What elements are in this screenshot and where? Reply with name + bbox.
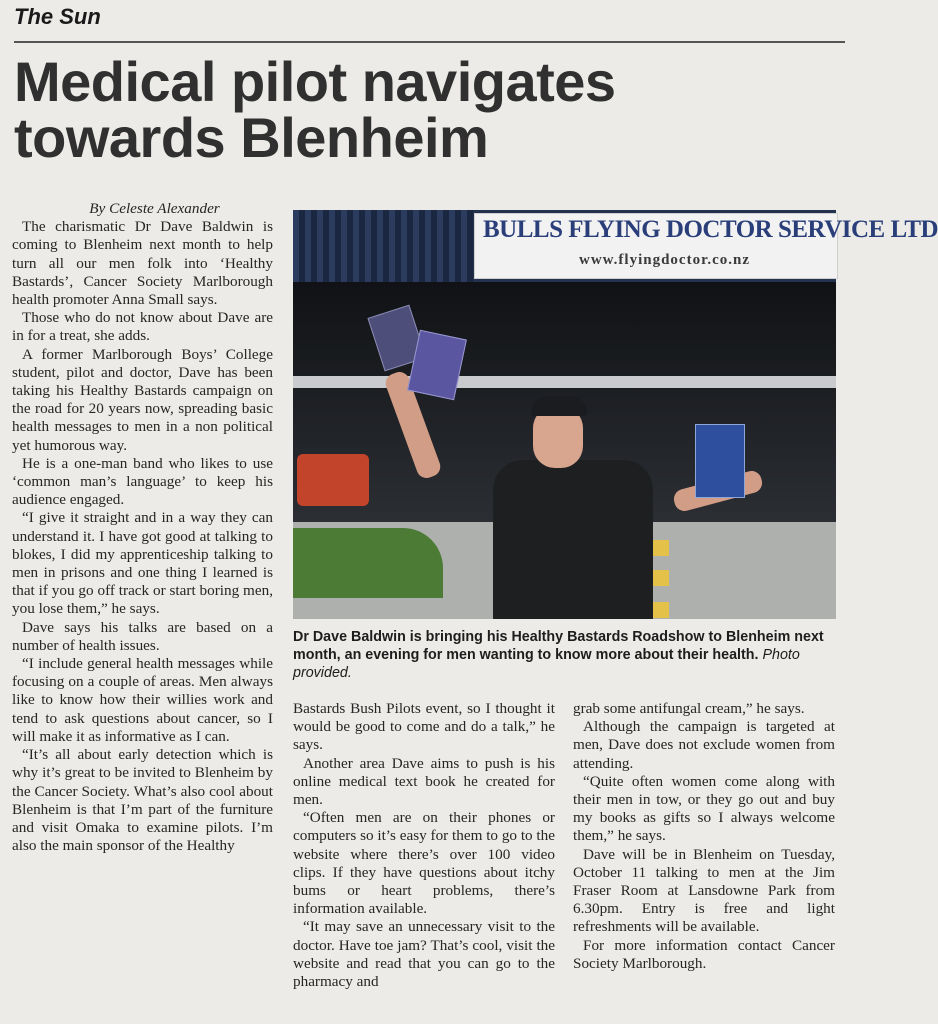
photo-caption bbox=[293, 628, 836, 682]
paragraph: He is a one-man band who likes to use ‘common man’s language’ to keep his audience engaged. bbox=[12, 454, 273, 509]
caption-text: Dr Dave Baldwin is bringing his Healthy Bastards Roadshow to Blenheim next month, an evening for men wanting to know more about their health. bbox=[293, 629, 824, 663]
headline-line-2: towards Blenheim bbox=[14, 106, 489, 169]
paragraph: A former Marlborough Boys’ College student, pilot and doctor, Dave has been taking his Healthy Bastards campaign on the road for 20 years now, spreading basic health messages to men in a non political yet humorous way. bbox=[12, 345, 273, 454]
headline-line-1: Medical pilot navigates bbox=[14, 50, 616, 113]
article-column-1 bbox=[12, 200, 273, 855]
red-mower bbox=[297, 454, 369, 506]
caption-credit: Photo provided. bbox=[293, 647, 800, 681]
sign-url: www.flyingdoctor.co.nz bbox=[579, 252, 751, 268]
paragraph: For more information contact Cancer Society Marlborough. bbox=[573, 936, 835, 972]
paragraph: “It may save an unnecessary visit to the doctor. Have toe jam? That’s cool, visit the website and read that you can go to the pharmacy and bbox=[293, 918, 555, 991]
hangar-stripes bbox=[293, 210, 473, 282]
healthy-bastards-book bbox=[695, 424, 745, 498]
paragraph: “Quite often women come along with their men in tow, or they go out and buy my books as gifts so I always welcome them,” he says. bbox=[573, 772, 835, 845]
masthead-rule bbox=[14, 41, 845, 43]
paragraph: “I include general health messages while focusing on a couple of areas. Men always like to know how their willies work and tend to ask questions about cancer, so I will make it as informative as I can. bbox=[12, 655, 273, 745]
paragraph: Dave will be in Blenheim on Tuesday, October 11 talking to men at the Jim Fraser Room at Lansdowne Park from 6.30pm. Entry is free and light refreshments will be available. bbox=[573, 845, 835, 936]
paragraph: Bastards Bush Pilots event, so I thought it would be good to come and do a talk,” he says. bbox=[293, 700, 555, 754]
paragraph: “It’s all about early detection which is why it’s great to be invited to Blenheim by the Cancer Society. What’s also cool about Blenheim is that I’m part of the furniture and visit Omaka to examine pilots. I’m also the main sponsor of the Healthy bbox=[12, 746, 273, 855]
paragraph: “I give it straight and in a way they can understand it. I have got good at talking to blokes, I did my apprenticeship talking to men in prisons and one thing I learned is that if you go off track or start boring men, you lose them,” he says. bbox=[12, 509, 273, 618]
grass-patch bbox=[293, 528, 443, 598]
paragraph: “Often men are on their phones or computers so it’s easy for them to go to the website where there’s over 100 video clips. If they have questions about itchy bums or heart problems, there’s information available. bbox=[293, 809, 555, 918]
article-column-3 bbox=[573, 700, 835, 973]
article-column-2 bbox=[293, 700, 555, 991]
man-torso bbox=[493, 460, 653, 619]
byline: By Celeste Alexander bbox=[89, 200, 220, 217]
plane-wing bbox=[293, 376, 836, 388]
paragraph: Dave says his talks are based on a number of health issues. bbox=[12, 618, 273, 654]
paragraph: Although the campaign is targeted at men, Dave does not exclude women from attending. bbox=[573, 718, 835, 772]
paragraph: grab some antifungal cream,” he says. bbox=[573, 700, 805, 717]
masthead: The Sun bbox=[14, 4, 101, 29]
paragraph: The charismatic Dr Dave Baldwin is coming to Blenheim next month to help turn all our men folk into ‘Healthy Bastards’, Cancer Society Marlborough health promoter Anna Small says. bbox=[12, 218, 273, 309]
sign-text: BULLS FLYING DOCTOR SERVICE LTD bbox=[483, 216, 938, 243]
article-photo bbox=[293, 210, 938, 619]
headline bbox=[14, 50, 834, 169]
hangar-sign bbox=[474, 213, 938, 279]
paragraph: Those who do not know about Dave are in for a treat, she adds. bbox=[12, 309, 273, 345]
paragraph: Another area Dave aims to push is his online medical text book he created for men. bbox=[293, 754, 555, 809]
man-cap bbox=[531, 396, 587, 416]
